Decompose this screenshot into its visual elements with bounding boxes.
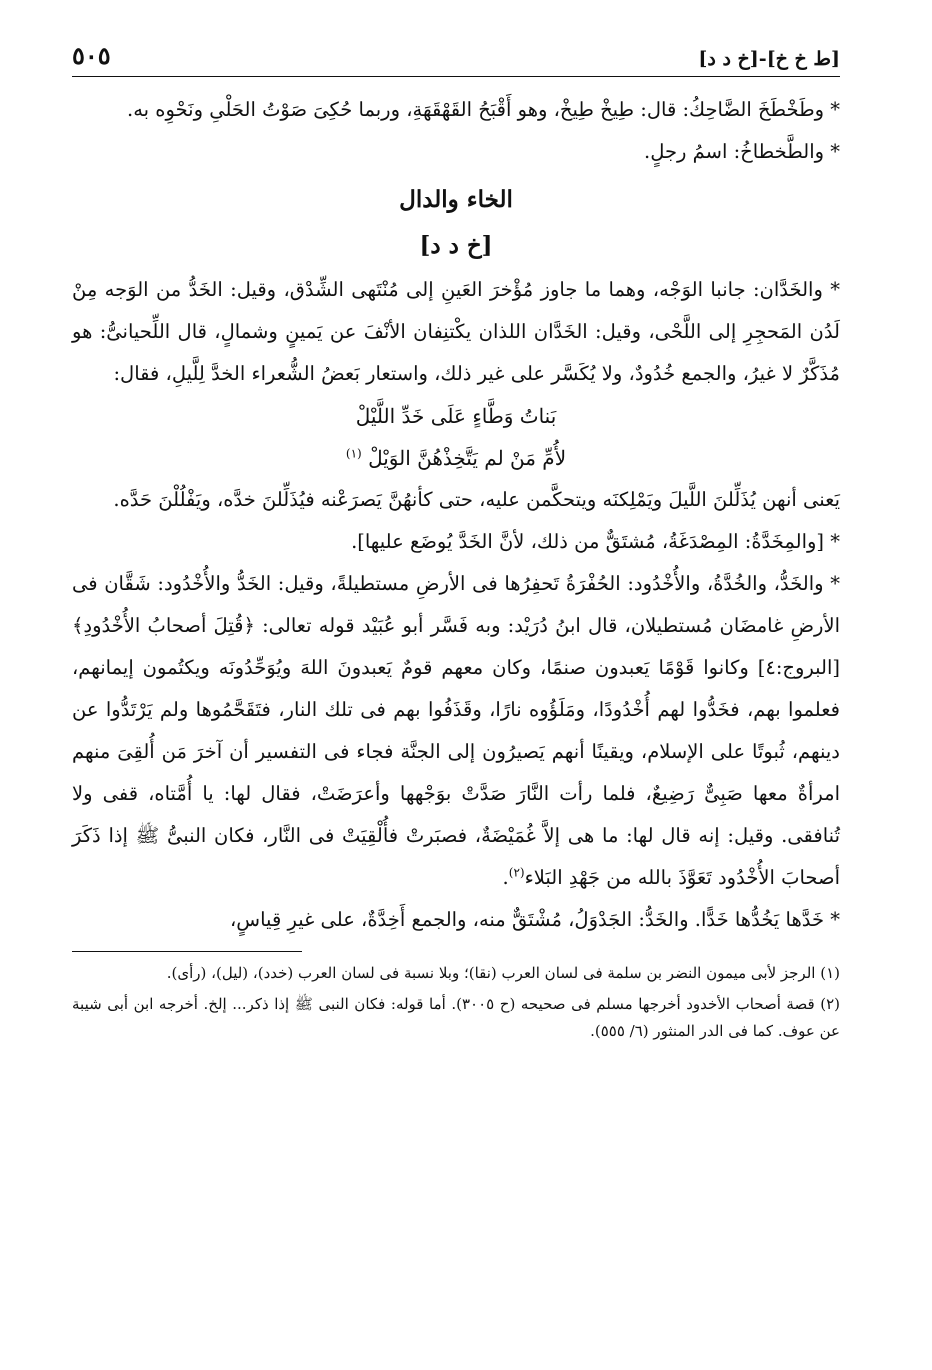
page-number: ٥٠٥: [72, 41, 111, 70]
verse-line-2-text: لأُمِّ مَنْ لم يَتَّخِذْهُنَّ الوَيْلْ: [368, 446, 567, 470]
section-title: الخاء والدال: [399, 186, 513, 213]
paragraph-explanation: يَعنى أنهن يُذَلِّلنَ اللَّيلَ ويَمْلِكنَه ويتحكَّمن عليه، حتى كأنهُنَّ يَصرَعْنه فيُذَلِّلنَ خدَّه، ويَفْلُلْنَ حَدَّه.: [113, 488, 840, 511]
paragraph-mikhadda: * [والمِخَدَّةُ: المِصْدَغَةُ، مُشتَقٌّ من ذلك، لأنَّ الخَدَّ يُوضَع عليها].: [351, 530, 840, 553]
footnote-1: (١) الرجز لأبى ميمون النضر بن سلمة فى لسان العرب (نقا)؛ وبلا نسبة فى لسان العرب (خدد)، (ليل)، (رأى).: [166, 964, 840, 982]
main-text: [72, 89, 840, 941]
footnotes: [72, 960, 840, 1045]
footnote-2: (٢) قصة أصحاب الأخدود أخرجها مسلم فى صحيحه (ح ٣٠٠٥). أما قوله: فكان النبى ﷺ إذا ذكر... إلخ. أخرجه ابن أبى شيبة عن عوف. كما فى الدر المنثور (٦/ ٥٥٥).: [72, 995, 840, 1040]
paragraph-khaddan: * والخَدَّان: جانبا الوَجْه، وهما ما جاوز مُؤْخرَ العَينِ إلى مُنْتَهى الشِّدْق، وقيل: الخَدُّ من الوَجه مِنْ لَدُن المَحجِرِ إلى اللَّحْى، وقيل: الخَدَّان اللذان يكْتنِفان الأنْفَ عن يَمينٍ وشمالٍ، قال اللِّحيانىُّ: هو مُذَكَّرٌ لا غيرُ، والجمع خُدُودٌ، ولا يُكَسَّر على غير ذلك، واستعار بَعضُ الشُّعراء الخدَّ لِلَّيلِ، فقال:: [72, 278, 840, 385]
paragraph-ukhdud-text: * والخَدُّ، والخُدَّةُ، والأُخْدُود: الحُفْرَةُ تَحفِرُها فى الأرضِ مستطيلةً، وقيل: الخَدُّ والأُخْدُود: شَقَّان فى الأرضِ غامضَان مُستطيلان، قال ابنُ دُرَيْد: وبه فَسَّر أبو عُبَيْد قوله تعالى: ﴿قُتِلَ أصحابُ الأُخْدُودِ﴾ [البروج:٤] وكانوا قَوْمًا يَعبدون صنمًا، وكان معهم قومٌ يَعبدونَ اللهَ ويُوَحِّدُونَه ويكتُمون إيمانهم، فعلموا بهم، فخَدُّوا لهم أُخْدُودًا، ومَلَؤُوه نارًا، وقَذَفُوا بهم فى تلك النار، فتَقَحَّمُوها ولم يَرْتَدُّوا عن دينهم، ثُبوتًا على الإسلام، ويقينًا أنهم يَصيرُون إلى الجنَّة فجاء فى التفسير أن آخرَ مَن أُلقِىَ منهم امرأةٌ معها صَبِىٌّ رَضِيعٌ، فلما رأت النَّارَ صَدَّتْ بوَجْهها وأعرَضَتْ، فقال لها: يا أُمَّتاه، قفى ولا تُنافقى. وقيل: إنه قال لها: ما هى إلاَّ غُمَيْضَةٌ، فصبَرتْ فأُلْقِيَتْ فى النَّار، فكان النبىُّ ﷺ إذا ذَكَرَ أصحابَ الأُخْدُود تَعَوَّذَ بالله من جَهْدِ البَلاء: [72, 572, 840, 889]
paragraph-khaddaha: * خَدَّها يَخُدُّها خَدًّا. والخَدُّ: الجَدْوَلُ، مُشْتَقٌّ منه، والجمع أَخِدَّةٌ، على غيرِ قِياسٍ،: [230, 908, 840, 931]
dictionary-page: [72, 38, 840, 1049]
footnote-marker-1: (١): [345, 446, 362, 461]
page-header: [72, 38, 840, 77]
entry-heading: [خ د د]: [419, 232, 493, 259]
paragraph-takhtakh: * والطَّخطاخُ: اسمُ رجلٍ.: [644, 140, 840, 163]
paragraph-ukhdud: [72, 563, 840, 899]
verse-line-1: بَناتُ وَطَّاءٍ عَلَى خَدِّ اللَّيْلْ: [355, 404, 557, 428]
footnote-marker-2: (٢): [508, 865, 525, 880]
verse-line-2: [72, 437, 840, 479]
paragraph-takhtakha: * وطَخْطَخَ الضَّاحِكُ: قال: طِيخْ طِيخْ، وهو أَقْبَحُ القَهْقَهَةِ، وربما حُكِىَ صَوْتُ الحَلْىِ ونَحْوِه به.: [127, 98, 840, 121]
running-title: [ط خ خ]-[خ د د]: [698, 48, 840, 70]
paragraph-ukhdud-end: .: [502, 866, 509, 889]
footnote-separator: [72, 951, 302, 952]
